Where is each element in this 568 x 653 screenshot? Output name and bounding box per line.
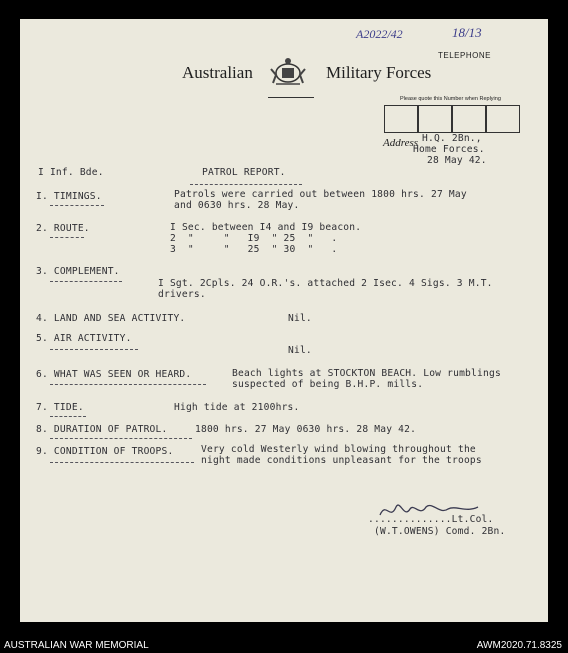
address-line: H.Q. 2Bn., — [422, 133, 482, 144]
section-heading: 3. COMPLEMENT. — [36, 266, 120, 277]
reference-page: 18/13 — [452, 25, 482, 40]
section-text: High tide at 2100hrs. — [174, 402, 300, 413]
section-heading: I. TIMINGS. — [36, 191, 102, 202]
section-text: 1800 hrs. 27 May 0630 hrs. 28 May 42. — [195, 424, 417, 435]
letterhead-left: Australian — [182, 63, 253, 82]
section-text: 3 " " 25 " 30 " . — [170, 244, 338, 255]
section-text: suspected of being B.H.P. mills. — [232, 379, 424, 390]
section-text: Beach lights at STOCKTON BEACH. Low rumblings — [232, 368, 501, 379]
section-heading: 6. WHAT WAS SEEN OR HEARD. — [36, 369, 192, 380]
section-text: I Sec. between I4 and I9 beacon. — [170, 222, 362, 233]
section-text: I Sgt. 2Cpls. 24 O.R.'s. attached 2 Isec. 4 Sigs. 3 M.T. — [158, 278, 493, 289]
section-text: night made conditions unpleasant for the troops — [201, 455, 482, 466]
section-text: and 0630 hrs. 28 May. — [174, 200, 300, 211]
section-heading: 8. DURATION OF PATROL. — [36, 424, 168, 435]
address-label: Address — [383, 137, 419, 149]
section-heading: 5. AIR ACTIVITY. — [36, 333, 132, 344]
section-text: drivers. — [158, 289, 206, 300]
footer-right: AWM2020.71.8325 — [476, 640, 562, 651]
section-text: 2 " " I9 " 25 " . — [170, 233, 338, 244]
signature-rank: ..............Lt.Col. — [368, 514, 494, 525]
section-heading: 2. ROUTE. — [36, 223, 90, 234]
footer-left: AUSTRALIAN WAR MEMORIAL — [4, 640, 149, 651]
letterhead-rule — [268, 97, 314, 98]
report-title: PATROL REPORT. — [202, 167, 286, 178]
document-page — [20, 19, 548, 622]
unit-label: I Inf. Bde. — [38, 167, 104, 178]
section-text: Very cold Westerly wind blowing throughout the — [201, 444, 476, 455]
section-heading: 9. CONDITION OF TROOPS. — [36, 446, 174, 457]
reference-number: A2022/42 — [356, 27, 403, 41]
coat-of-arms-icon — [267, 55, 309, 87]
quote-note: Please quote this Number when Replying — [400, 96, 501, 102]
address-line: Home Forces. — [413, 144, 485, 155]
section-text: Nil. — [288, 313, 312, 324]
telephone-label: TELEPHONE — [438, 51, 491, 60]
section-text: Nil. — [288, 345, 312, 356]
letterhead-right: Military Forces — [326, 63, 432, 82]
address-line: 28 May 42. — [427, 155, 487, 166]
section-heading: 7. TIDE. — [36, 402, 84, 413]
reference-boxes — [384, 105, 524, 133]
section-text: Patrols were carried out between 1800 hrs. 27 May — [174, 189, 467, 200]
signature-name: (W.T.OWENS) Comd. 2Bn. — [374, 526, 506, 537]
section-heading: 4. LAND AND SEA ACTIVITY. — [36, 313, 186, 324]
